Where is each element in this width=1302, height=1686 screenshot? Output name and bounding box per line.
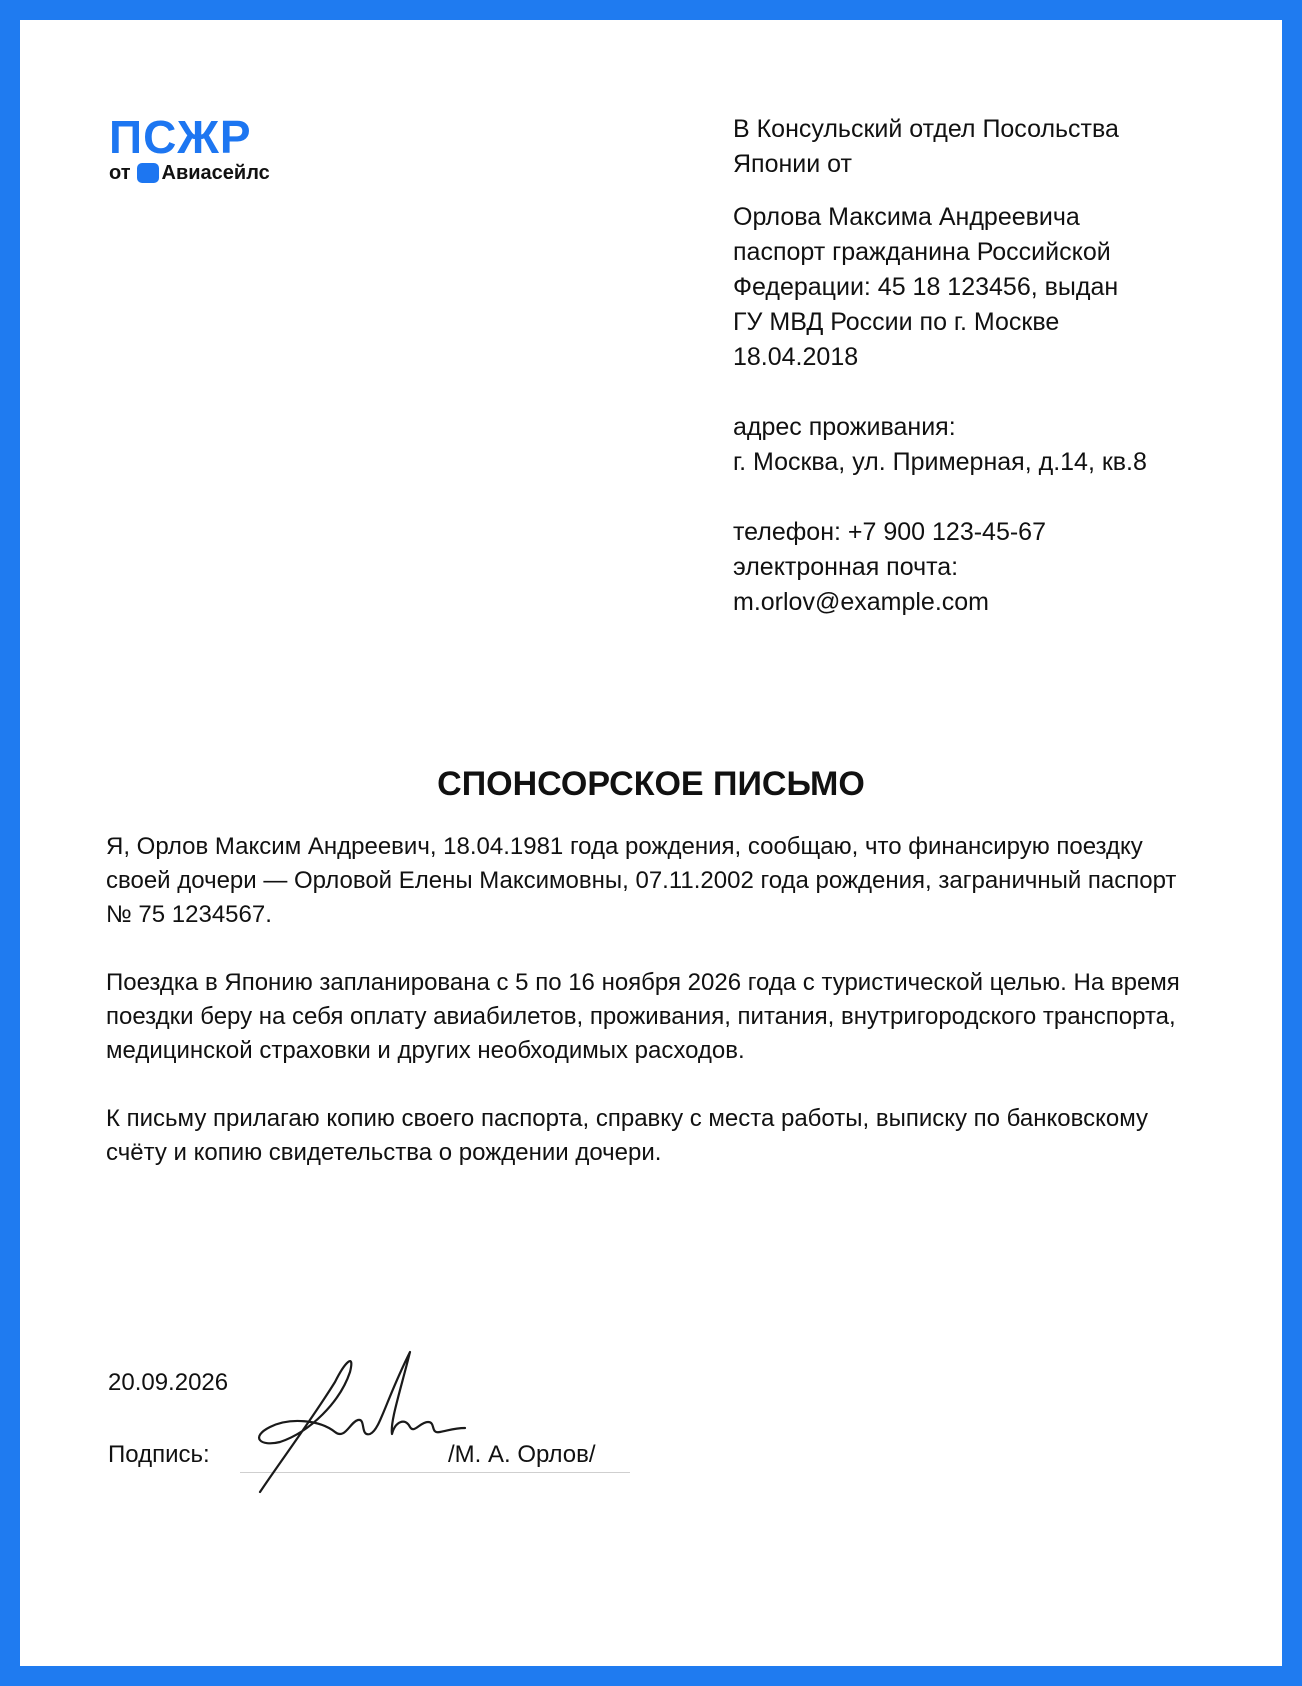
letter-body xyxy=(106,830,1196,1204)
handwritten-signature xyxy=(240,1342,470,1502)
letter-paragraph: Я, Орлов Максим Андреевич, 18.04.1981 года рождения, сообщаю, что финансирую поездку своей дочери — Орловой Елены Максимовны, 07.11.2002 года рождения, заграничный паспорт № 75 1234567. xyxy=(106,833,1177,928)
letter-paragraph: К письму прилагаю копию своего паспорта, справку с места работы, выписку по банковскому счёту и копию свидетельства о рождении дочери. xyxy=(106,1105,1148,1166)
addressee-line: ГУ МВД России по г. Москве xyxy=(733,308,1060,336)
addressee-block xyxy=(733,112,1253,620)
addressee-line xyxy=(733,182,1253,200)
brand-logo xyxy=(109,111,270,184)
addressee-line: В Консульский отдел Посольства xyxy=(733,115,1119,143)
addressee-line: Федерации: 45 18 123456, выдан xyxy=(733,273,1119,301)
addressee-line: m.orlov@example.com xyxy=(733,588,990,616)
signature-name: /М. А. Орлов/ xyxy=(448,1441,596,1468)
addressee-line: паспорт гражданина Российской xyxy=(733,238,1111,266)
letter-title: СПОНСОРСКОЕ ПИСЬМО xyxy=(437,765,865,803)
letter-paragraph: Поездка в Японию запланирована с 5 по 16 ноября 2026 года с туристической целью. На время поездки беру на себя оплату авиабилетов, проживания, питания, внутригородского транспорта, медицинской страховки и других необходимых расходов. xyxy=(106,969,1180,1064)
logo-sub-prefix: от xyxy=(109,162,131,184)
aviasales-logo-icon xyxy=(137,163,159,183)
logo-subtitle xyxy=(109,162,270,184)
addressee-line: Орлова Максима Андреевича xyxy=(733,203,1080,231)
addressee-line: 18.04.2018 xyxy=(733,343,859,371)
addressee-line: Японии от xyxy=(733,150,852,178)
addressee-line xyxy=(733,480,1253,515)
logo-sub-company: Авиасейлс xyxy=(161,162,270,184)
signature-label: Подпись: xyxy=(108,1441,210,1468)
addressee-line: адрес проживания: xyxy=(733,413,956,441)
addressee-line: телефон: +7 900 123-45-67 xyxy=(733,518,1046,546)
addressee-line: г. Москва, ул. Примерная, д.14, кв.8 xyxy=(733,448,1147,476)
addressee-line: электронная почта: xyxy=(733,553,959,581)
addressee-line xyxy=(733,375,1253,410)
signature-date: 20.09.2026 xyxy=(108,1369,229,1396)
logo-brand-text: ПСЖР xyxy=(109,111,252,163)
letter-page xyxy=(20,20,1282,1666)
